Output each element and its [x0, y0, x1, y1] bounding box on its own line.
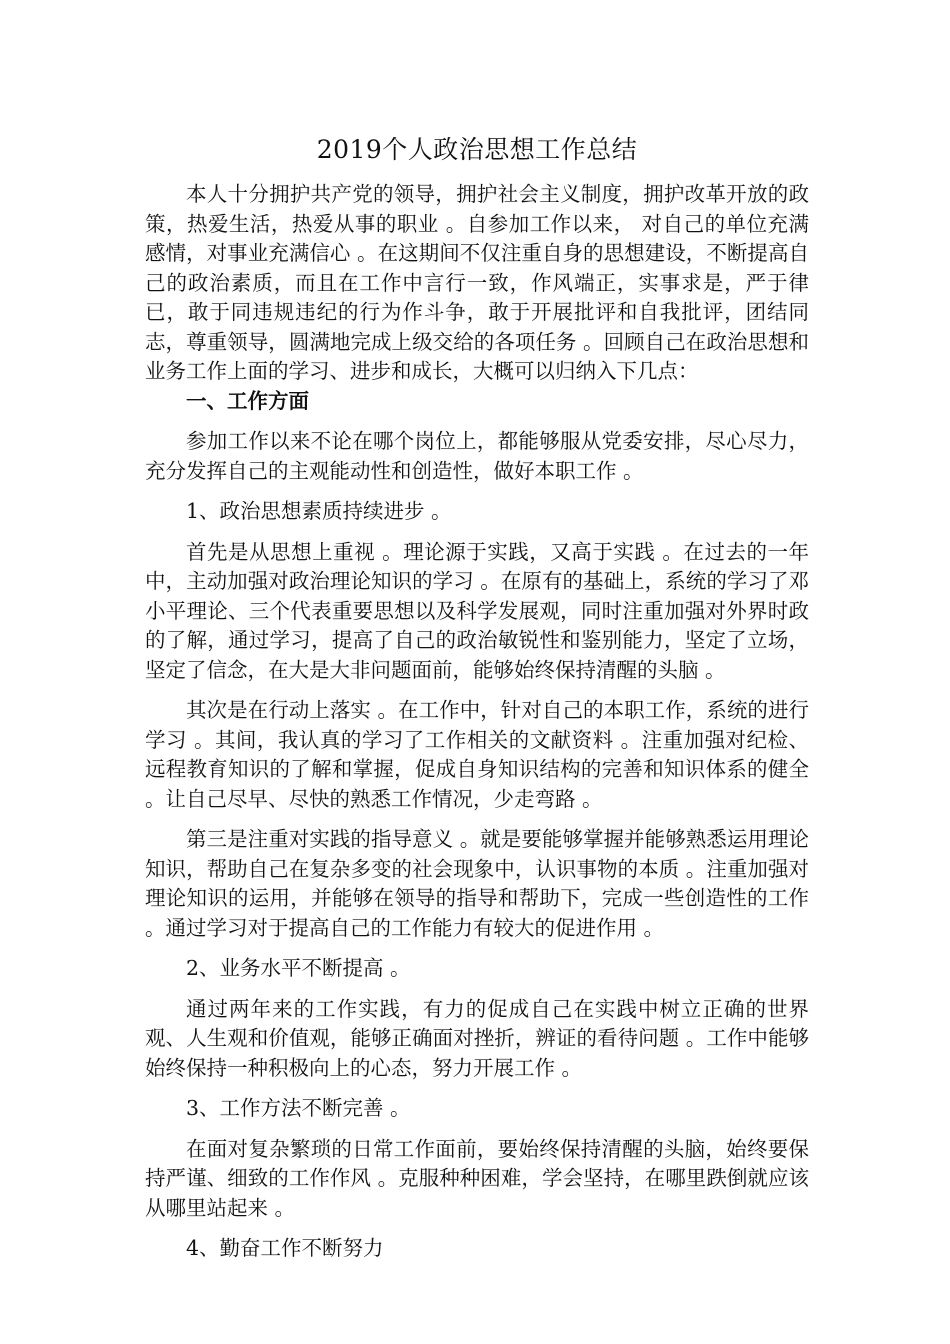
subheading-business-level: 2、业务水平不断提高 。: [186, 956, 411, 980]
section-heading-work: 一、工作方面: [186, 388, 309, 413]
paragraph-business-level: 通过两年来的工作实践，有力的促成自己在实践中树立正确的世界观、人生观和价值观，能够正确面对挫折，辨证的看待问题 。工作中能够始终保持一种积极向上的心态，努力开展工作 。: [145, 996, 809, 1080]
paragraph-second-action: 其次是在行动上落实 。在工作中，针对自己的本职工作，系统的进行学习 。其间，我认真的学习了工作相关的文献资料 。注重加强对纪检、远程教育知识的了解和掌握，促成自身知识结构的完善和知识体系的健全 。让自己尽早、尽快的熟悉工作情况，少走弯路 。: [145, 698, 809, 811]
paragraph-work-overview: 参加工作以来不论在哪个岗位上，都能够服从党委安排，尽心尽力，充分发挥自己的主观能动性和创造性，做好本职工作 。: [145, 429, 809, 483]
paragraph-intro: 本人十分拥护共产党的领导，拥护社会主义制度，拥护改革开放的政策，热爱生活，热爱从事的职业 。自参加工作以来， 对自己的单位充满感情，对事业充满信心 。在这期间不仅注重自身的思想建设，不断提高自己的政治素质，而且在工作中言行一致，作风端正，实事求是，严于律已，敢于同违规违纪的行为作斗争，敢于开展批评和自我批评，团结同志，尊重领导，圆满地完成上级交给的各项任务 。回顾自己在政治思想和业务工作上面的学习、进步和成长，大概可以归纳入下几点：: [145, 182, 809, 383]
subheading-work-method: 3、工作方法不断完善 。: [186, 1096, 411, 1120]
subheading-diligent-work: 4、勤奋工作不断努力: [186, 1236, 384, 1260]
paragraph-work-method: 在面对复杂繁琐的日常工作面前，要始终保持清醒的头脑，始终要保持严谨、细致的工作作风 。克服种种困难，学会坚持，在哪里跌倒就应该从哪里站起来 。: [145, 1136, 809, 1220]
document-page: [145, 128, 809, 1264]
paragraph-third-practice: 第三是注重对实践的指导意义 。就是要能够掌握并能够熟悉运用理论知识，帮助自己在复杂多变的社会现象中，认识事物的本质 。注重加强对理论知识的运用，并能够在领导的指导和帮助下，完成一些创造性的工作 。通过学习对于提高自己的工作能力有较大的促进作用 。: [145, 827, 809, 940]
subheading-political-quality: 1、政治思想素质持续进步 。: [186, 499, 452, 523]
paragraph-first-thought: 首先是从思想上重视 。理论源于实践，又高于实践 。在过去的一年中，主动加强对政治理论知识的学习 。在原有的基础上，系统的学习了邓小平理论、三个代表重要思想以及科学发展观，同时注重加强对外界时政的了解，通过学习，提高了自己的政治敏锐性和鉴别能力，坚定了立场，坚定了信念，在大是大非问题面前，能够始终保持清醒的头脑 。: [145, 539, 809, 682]
document-title: 2019个人政治思想工作总结: [316, 135, 638, 164]
